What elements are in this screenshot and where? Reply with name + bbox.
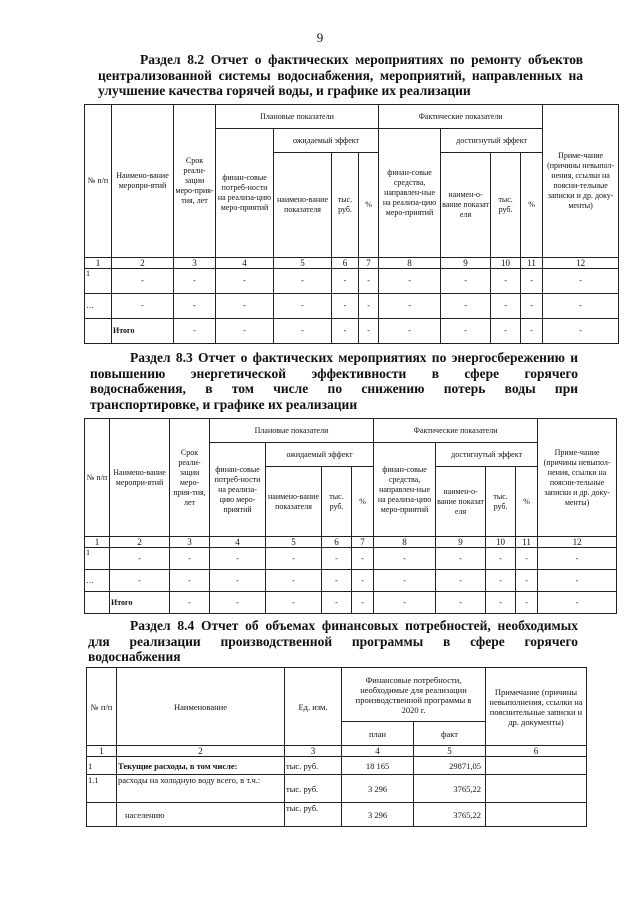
- cell: -: [174, 319, 216, 344]
- col-number: 2: [110, 537, 170, 548]
- col-no-header: № п/п: [85, 105, 112, 258]
- col-number: 5: [274, 258, 332, 269]
- cell: -: [491, 294, 521, 319]
- planned-header: Плановые показатели: [216, 105, 379, 129]
- col-number: 11: [521, 258, 543, 269]
- actual-header: Фактические показатели: [379, 105, 543, 129]
- cell: -: [274, 294, 332, 319]
- cell: -: [486, 570, 516, 592]
- cell: -: [210, 548, 266, 570]
- cell: -: [538, 570, 617, 592]
- row-fact: 3765,22: [414, 775, 486, 803]
- cell: -: [174, 294, 216, 319]
- percent-header: %: [516, 467, 538, 537]
- cell: -: [359, 319, 379, 344]
- cell: -: [322, 570, 352, 592]
- cell: -: [491, 319, 521, 344]
- expected-effect-header: ожидаемый эффект: [274, 129, 379, 153]
- heading-line: повышению энергетической эффективности в сфере горячего: [90, 365, 578, 381]
- thous-rub-header: тыс. руб.: [332, 153, 359, 258]
- table-row: [85, 269, 619, 294]
- cell: -: [521, 319, 543, 344]
- heading-line: улучшение качества горячей воды, и графике их реализации: [98, 83, 471, 98]
- col-number: 10: [491, 258, 521, 269]
- cell: -: [170, 548, 210, 570]
- cell: -: [216, 269, 274, 294]
- heading-line: водоснабжения, в том числе по снижению потерь воды при: [90, 381, 578, 396]
- page-number: 9: [316, 30, 324, 45]
- cell: -: [110, 570, 170, 592]
- cell: -: [516, 548, 538, 570]
- col-number: 6: [486, 746, 587, 757]
- section-8-3-table: [84, 418, 617, 614]
- col-number: 11: [516, 537, 538, 548]
- col-number: 3: [174, 258, 216, 269]
- section-8-4-table: [86, 667, 587, 827]
- cell: -: [274, 319, 332, 344]
- row-note: [486, 803, 587, 827]
- col-number: 12: [538, 537, 617, 548]
- col-number: 6: [322, 537, 352, 548]
- row-fact: 3765,22: [414, 803, 486, 827]
- cell: -: [441, 269, 491, 294]
- cell: -: [543, 294, 619, 319]
- cell: -: [543, 269, 619, 294]
- col-number: 8: [379, 258, 441, 269]
- cell: -: [352, 548, 374, 570]
- heading-line: транспортировке, и графике их реализации: [90, 396, 358, 412]
- cell: -: [359, 294, 379, 319]
- col-number: 2: [112, 258, 174, 269]
- row-no: 1: [85, 548, 110, 570]
- row-no: 1: [85, 269, 112, 294]
- cell: -: [274, 269, 332, 294]
- cell: -: [332, 294, 359, 319]
- cell: -: [322, 592, 352, 614]
- row-no: …: [85, 294, 112, 319]
- row-no: [87, 803, 117, 827]
- cell: -: [112, 269, 174, 294]
- col-number: 9: [441, 258, 491, 269]
- table-row: [87, 757, 587, 775]
- cell: -: [332, 269, 359, 294]
- heading-line: централизованной системы водоснабжения, мероприятий, направленных на: [98, 67, 583, 83]
- heading-line: водоснабжения: [88, 649, 181, 664]
- cell: -: [374, 592, 436, 614]
- note-header: Приме-чание (причины невыпол-нения, ссылки на поясни-тельные записки и др. доку-менты): [538, 419, 617, 537]
- achieved-effect-header: достигнутый эффект: [436, 443, 538, 467]
- col-number: 1: [85, 258, 112, 269]
- row-plan: 3 296: [342, 775, 414, 803]
- percent-header: %: [352, 467, 374, 537]
- total-label: Итого: [110, 592, 170, 614]
- cell: -: [436, 570, 486, 592]
- unit-header: Ед. изм.: [285, 668, 342, 746]
- note-header: Примечание (причины невыполнения, ссылки на пояснительные записки и др. документы): [486, 668, 587, 746]
- row-plan: 3 296: [342, 803, 414, 827]
- row-fact: 29871,05: [414, 757, 486, 775]
- cell: -: [266, 592, 322, 614]
- achieved-effect-header: достигнутый эффект: [441, 129, 543, 153]
- actual-header: Фактические показатели: [374, 419, 538, 443]
- cell: -: [352, 592, 374, 614]
- row-no: …: [85, 570, 110, 592]
- col-number: 12: [543, 258, 619, 269]
- cell: -: [516, 570, 538, 592]
- cell: -: [538, 548, 617, 570]
- table-row: [87, 803, 587, 827]
- cell: -: [110, 548, 170, 570]
- cell: -: [352, 570, 374, 592]
- heading-line: Раздел 8.3 Отчет о фактических мероприятиях по энергосбережению и: [130, 350, 578, 365]
- cell: -: [379, 319, 441, 344]
- fact-header: факт: [414, 722, 486, 746]
- cell: -: [332, 319, 359, 344]
- cell: -: [516, 592, 538, 614]
- col-number: 4: [342, 746, 414, 757]
- section-8-2-heading: [98, 52, 583, 99]
- cell: -: [436, 548, 486, 570]
- row-plan: 18 165: [342, 757, 414, 775]
- heading-line: для реализации производственной программы в сфере горячего: [88, 633, 578, 649]
- total-row: [85, 319, 619, 344]
- indicator-name-header: наимено-вание показателя: [274, 153, 332, 258]
- section-8-3-heading: [90, 350, 578, 412]
- col-name-header: Наимено-вание меропри-ятий: [112, 105, 174, 258]
- cell: -: [170, 592, 210, 614]
- percent-header: %: [521, 153, 543, 258]
- col-number: 3: [170, 537, 210, 548]
- thous-rub-header: тыс. руб.: [486, 467, 516, 537]
- fin-needs-header: Финансовые потребности, необходимые для реализации производственной программы в 2020 г.: [342, 668, 486, 722]
- cell: -: [210, 592, 266, 614]
- table-row: [85, 570, 617, 592]
- thous-rub-header: тыс. руб.: [322, 467, 352, 537]
- cell: -: [216, 319, 274, 344]
- thous-rub-header: тыс. руб.: [491, 153, 521, 258]
- table-row: [87, 775, 587, 803]
- col-number: 6: [332, 258, 359, 269]
- cell: -: [441, 319, 491, 344]
- cell: -: [379, 294, 441, 319]
- row-no: 1: [87, 757, 117, 775]
- heading-line: Раздел 8.4 Отчет об объемах финансовых потребностей, необходимых: [130, 618, 578, 633]
- cell: -: [216, 294, 274, 319]
- fin-needs-header: финан-совые потреб-ности на реализа-цию меро-приятий: [210, 443, 266, 537]
- cell: -: [266, 570, 322, 592]
- percent-header: %: [359, 153, 379, 258]
- note-header: Приме-чание (причины невыпол-нения, ссылки на поясни-тельные записки и др. доку-менты): [543, 105, 619, 258]
- col-number: 5: [266, 537, 322, 548]
- cell: -: [322, 548, 352, 570]
- cell: -: [543, 319, 619, 344]
- cell: -: [436, 592, 486, 614]
- col-number: 9: [436, 537, 486, 548]
- cell: -: [359, 269, 379, 294]
- total-label: Итого: [112, 319, 174, 344]
- col-no-header: № п/п: [85, 419, 110, 537]
- cell: -: [170, 570, 210, 592]
- table-row: [85, 294, 619, 319]
- row-note: [486, 757, 587, 775]
- cell: -: [210, 570, 266, 592]
- col-number: 7: [352, 537, 374, 548]
- row-name: Текущие расходы, в том числе:: [117, 757, 285, 775]
- cell: -: [374, 548, 436, 570]
- cell: -: [174, 269, 216, 294]
- indicator-name-header: наимено-вание показателя: [266, 467, 322, 537]
- col-number: 1: [85, 537, 110, 548]
- cell: -: [374, 570, 436, 592]
- row-note: [486, 775, 587, 803]
- fin-means-header: финан-совые средства, направлен-ные на реализа-цию меро-приятий: [379, 129, 441, 258]
- planned-header: Плановые показатели: [210, 419, 374, 443]
- heading-line: Раздел 8.2 Отчет о фактических мероприятиях по ремонту объектов: [140, 52, 583, 67]
- cell: -: [521, 294, 543, 319]
- cell: -: [379, 269, 441, 294]
- cell: -: [441, 294, 491, 319]
- cell: -: [486, 592, 516, 614]
- col-number: 3: [285, 746, 342, 757]
- indicator-name-actual-header: наимен-о-вание показат еля: [436, 467, 486, 537]
- cell: -: [112, 294, 174, 319]
- plan-header: план: [342, 722, 414, 746]
- row-unit: тыс. руб.: [285, 757, 342, 775]
- cell: -: [491, 269, 521, 294]
- col-number: 2: [117, 746, 285, 757]
- section-8-2-table: [84, 104, 619, 344]
- col-number: 10: [486, 537, 516, 548]
- col-number: 8: [374, 537, 436, 548]
- section-8-4-heading: [88, 618, 578, 665]
- total-row: [85, 592, 617, 614]
- row-no: 1.1: [87, 775, 117, 803]
- col-term-header: Срок реали-зации меро-прия-тия, лет: [170, 419, 210, 537]
- cell: -: [538, 592, 617, 614]
- cell: -: [486, 548, 516, 570]
- row-name: расходы на холодную воду всего, в т.ч.:: [117, 775, 285, 803]
- col-number: 4: [216, 258, 274, 269]
- name-header: Наименование: [117, 668, 285, 746]
- col-name-header: Наимено-вание меропри-ятий: [110, 419, 170, 537]
- no-header: № п/п: [87, 668, 117, 746]
- table-row: [85, 548, 617, 570]
- fin-needs-header: финан-совые потреб-ности на реализа-цию меро-приятий: [216, 129, 274, 258]
- col-term-header: Срок реали-зации меро-прия-тия, лет: [174, 105, 216, 258]
- cell: -: [521, 269, 543, 294]
- indicator-name-actual-header: наимен-о-вание показат еля: [441, 153, 491, 258]
- row-unit: тыс. руб.: [285, 803, 342, 827]
- row-name: населению: [117, 803, 285, 827]
- expected-effect-header: ожидаемый эффект: [266, 443, 374, 467]
- col-number: 5: [414, 746, 486, 757]
- cell: -: [266, 548, 322, 570]
- col-number: 4: [210, 537, 266, 548]
- col-number: 1: [87, 746, 117, 757]
- col-number: 7: [359, 258, 379, 269]
- row-unit: тыс. руб.: [285, 775, 342, 803]
- fin-means-header: финан-совые средства, направлен-ные на реализа-цию меро-приятий: [374, 443, 436, 537]
